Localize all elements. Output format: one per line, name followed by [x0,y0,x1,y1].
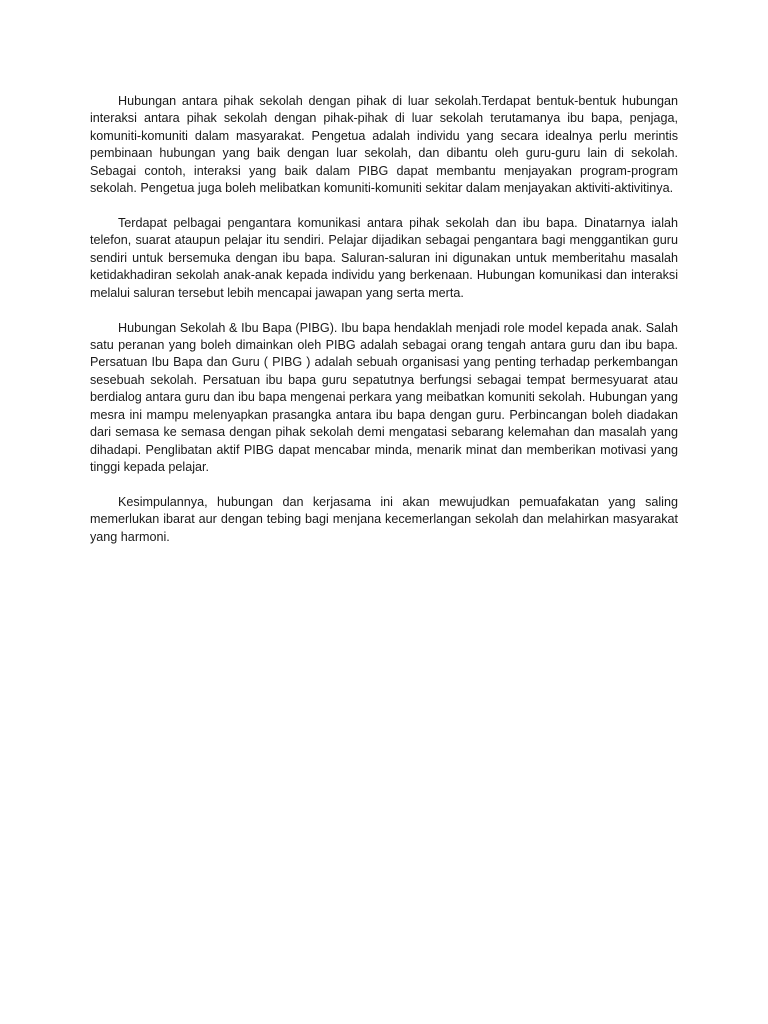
paragraph-2: Terdapat pelbagai pengantara komunikasi antara pihak sekolah dan ibu bapa. Dinatarnya ialah telefon, suarat ataupun pelajar itu sendiri. Pelajar dijadikan sebagai pengantara bagi menggantikan guru sendiri untuk bersemuka dengan ibu bapa. Saluran-saluran ini digunakan untuk memberitahu masalah ketidakhadiran sekolah anak-anak kepada individu yang berkenaan. Hubungan komunikasi dan interaksi melalui saluran tersebut lebih mencapai jawapan yang serta merta. [90,216,678,300]
paragraph-1: Hubungan antara pihak sekolah dengan pihak di luar sekolah.Terdapat bentuk-bentuk hubungan interaksi antara pihak sekolah dengan pihak-pihak di luar sekolah terutamanya ibu bapa, penjaga, komuniti-komuniti dalam masyarakat. Pengetua adalah individu yang secara idealnya perlu merintis pembinaan hubungan yang baik dengan luar sekolah, dan dibantu oleh guru-guru lain di sekolah. Sebagai contoh, interaksi yang baik dalam PIBG dapat membantu menjayakan program-program sekolah. Pengetua juga boleh melibatkan komuniti-komuniti sekitar dalam menjayakan aktiviti-aktivitinya. [90,94,678,196]
document-body [90,93,678,546]
paragraph-4: Kesimpulannya, hubungan dan kerjasama ini akan mewujudkan pemuafakatan yang saling memerlukan ibarat aur dengan tebing bagi menjana kecemerlangan sekolah dan melahirkan masyarakat yang harmoni. [90,494,678,544]
paragraph-3: Hubungan Sekolah & Ibu Bapa (PIBG). Ibu bapa hendaklah menjadi role model kepada anak. Salah satu peranan yang boleh dimainkan oleh PIBG adalah sebagai orang tengah antara guru dan ibu bapa. Persatuan Ibu Bapa dan Guru ( PIBG ) adalah sebuah organisasi yang penting terhadap perkembangan sesebuah sekolah. Persatuan ibu bapa guru sepatutnya berfungsi sebagai tempat bermesyuarat atau berdialog antara guru dan ibu bapa mengenai perkara yang meibatkan komuniti sekolah. Hubungan yang mesra ini mampu melenyapkan prasangka antara ibu bapa dengan guru. Perbincangan boleh diadakan dari semasa ke semasa dengan pihak sekolah demi mengatasi sebarang kelemahan dan masalah yang dihadapi. Penglibatan aktif PIBG dapat mencabar minda, menarik minat dan memberikan motivasi yang tinggi kepada pelajar. [90,320,678,474]
